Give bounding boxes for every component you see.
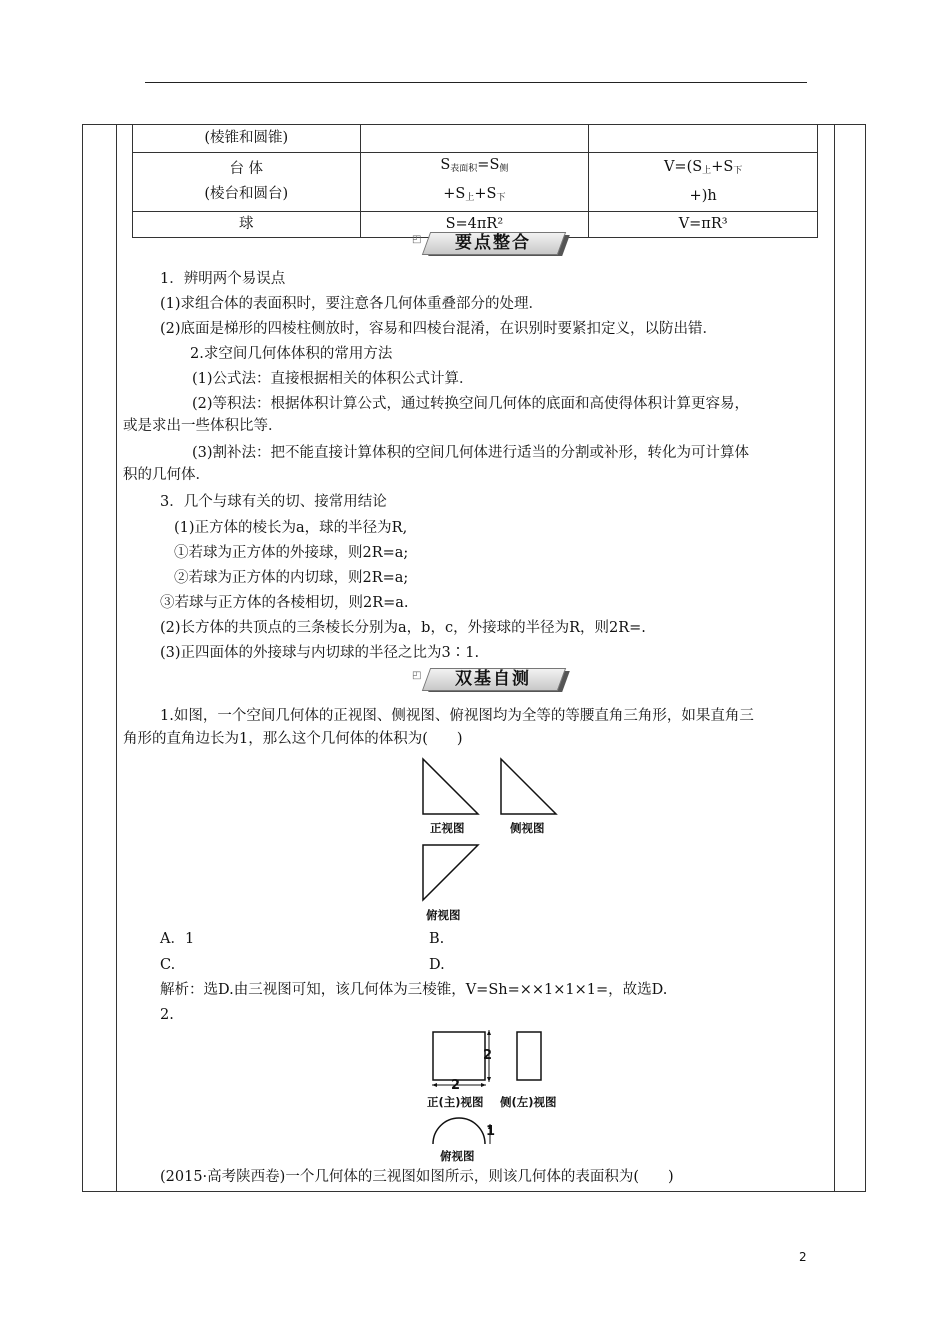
section-title: 双基自测 bbox=[455, 669, 531, 689]
option-b: B. bbox=[429, 931, 445, 947]
question-1-line1: 1.如图，一个空间几何体的正视图、侧视图、俯视图均为全等的等腰直角三角形，如果直角三 bbox=[160, 708, 754, 724]
point-line: ②若球为正方体的内切球，则2R=a; bbox=[174, 570, 409, 586]
decoration-icon: ◰ bbox=[412, 670, 422, 681]
caption-front-view: 正视图 bbox=[430, 821, 465, 835]
point-line: 2.求空间几何体体积的常用方法 bbox=[190, 346, 393, 362]
q2-three-view-figure bbox=[416, 1024, 576, 1144]
arrow-icon bbox=[487, 1030, 491, 1035]
point-line: (1)正方体的棱长为a，球的半径为R, bbox=[174, 520, 408, 536]
content-area bbox=[116, 124, 834, 1192]
section-title: 要点整合 bbox=[455, 233, 531, 253]
frame-right-divider bbox=[834, 124, 835, 1192]
question-1-line2: 角形的直角边长为1，那么这个几何体的体积为( ) bbox=[123, 731, 463, 747]
side-view-triangle bbox=[501, 759, 556, 814]
question-2-text: (2015·高考陕西卷)一个几何体的三视图如图所示，则该几何体的表面积为( ) bbox=[160, 1169, 674, 1185]
formula-table bbox=[132, 124, 818, 238]
top-view-triangle bbox=[423, 845, 478, 900]
table-cell: (棱锥和圆锥) bbox=[133, 125, 361, 153]
dimension-label-radius: 1 bbox=[486, 1124, 496, 1139]
frustum-area-line2: $+S_上+S_下$ bbox=[443, 186, 506, 203]
frustum-area-line1: $S_{表面积}=S_侧$ bbox=[440, 157, 509, 174]
caption-side-view: 侧视图 bbox=[510, 821, 545, 835]
frustum-volume-line2: +)h bbox=[689, 188, 717, 204]
section-banner-key-points bbox=[412, 232, 566, 256]
question-2-number: 2. bbox=[160, 1007, 174, 1023]
point-line: 或是求出一些体积比等． bbox=[123, 418, 283, 434]
point-line: 积的几何体． bbox=[123, 467, 210, 483]
caption-front-view: 正(主)视图 bbox=[427, 1095, 484, 1109]
dimension-label-height: 2 bbox=[483, 1048, 493, 1063]
table-cell: V=πR³ bbox=[589, 212, 818, 238]
header-rule bbox=[145, 82, 807, 83]
decoration-icon: ◰ bbox=[412, 234, 422, 245]
caption-top-view: 俯视图 bbox=[440, 1149, 475, 1163]
dimension-label-width: 2 bbox=[451, 1078, 461, 1093]
option-a: A．1 bbox=[160, 931, 195, 947]
table-cell: 球 bbox=[133, 212, 361, 238]
option-d: D. bbox=[429, 957, 445, 973]
table-cell bbox=[360, 125, 589, 153]
table-cell bbox=[133, 153, 361, 212]
caption-side-view: 侧(左)视图 bbox=[500, 1095, 557, 1109]
page-number: 2 bbox=[799, 1250, 807, 1264]
point-line: (1)公式法：直接根据相关的体积公式计算． bbox=[192, 371, 474, 387]
table-row bbox=[133, 125, 818, 153]
table-cell bbox=[589, 153, 818, 212]
point-line: ③若球与正方体的各棱相切，则2R=a. bbox=[160, 595, 409, 611]
point-line: (3)正四面体的外接球与内切球的半径之比为3∶1. bbox=[160, 645, 480, 661]
point-line: ①若球为正方体的外接球，则2R=a; bbox=[174, 545, 409, 561]
front-view-triangle bbox=[423, 759, 478, 814]
table-cell bbox=[589, 125, 818, 153]
q1-solution: 解析：选D.由三视图可知，该几何体为三棱锥，V=Sh=××1×1×1=，故选D. bbox=[160, 982, 668, 998]
q1-three-view-figure bbox=[420, 756, 580, 916]
table-cell: S=4πR² bbox=[360, 212, 589, 238]
section-banner-self-test bbox=[412, 668, 566, 692]
arrow-icon bbox=[481, 1083, 486, 1087]
point-line: 1．辨明两个易误点 bbox=[160, 271, 286, 287]
point-line: (1)求组合体的表面积时，要注意各几何体重叠部分的处理． bbox=[160, 296, 544, 312]
frustum-volume-line1: $V=(S_上+S_下$ bbox=[663, 159, 743, 176]
point-line: (2)等积法：根据体积计算公式，通过转换空间几何体的底面和高使得体积计算更容易， bbox=[192, 396, 750, 412]
point-line: 3．几个与球有关的切、接常用结论 bbox=[160, 494, 387, 510]
table-row bbox=[133, 153, 818, 212]
arrow-icon bbox=[487, 1077, 491, 1082]
frustum-subname: (棱台和圆台) bbox=[204, 186, 289, 202]
point-line: (3)割补法：把不能直接计算体积的空间几何体进行适当的分割或补形，转化为可计算体 bbox=[192, 445, 750, 461]
option-c: C. bbox=[160, 957, 176, 973]
frustum-name: 台 体 bbox=[229, 161, 264, 177]
caption-top-view: 俯视图 bbox=[426, 908, 461, 922]
arrow-icon bbox=[432, 1083, 437, 1087]
front-view-square bbox=[433, 1032, 485, 1080]
side-view-rectangle bbox=[517, 1032, 541, 1080]
top-view-semicircle bbox=[433, 1118, 485, 1144]
point-line: (2)底面是梯形的四棱柱侧放时，容易和四棱台混淆，在识别时要紧扣定义，以防出错． bbox=[160, 321, 718, 337]
point-line: (2)长方体的共顶点的三条棱长分别为a，b，c，外接球的半径为R，则2R=. bbox=[160, 620, 646, 636]
table-cell bbox=[360, 153, 589, 212]
